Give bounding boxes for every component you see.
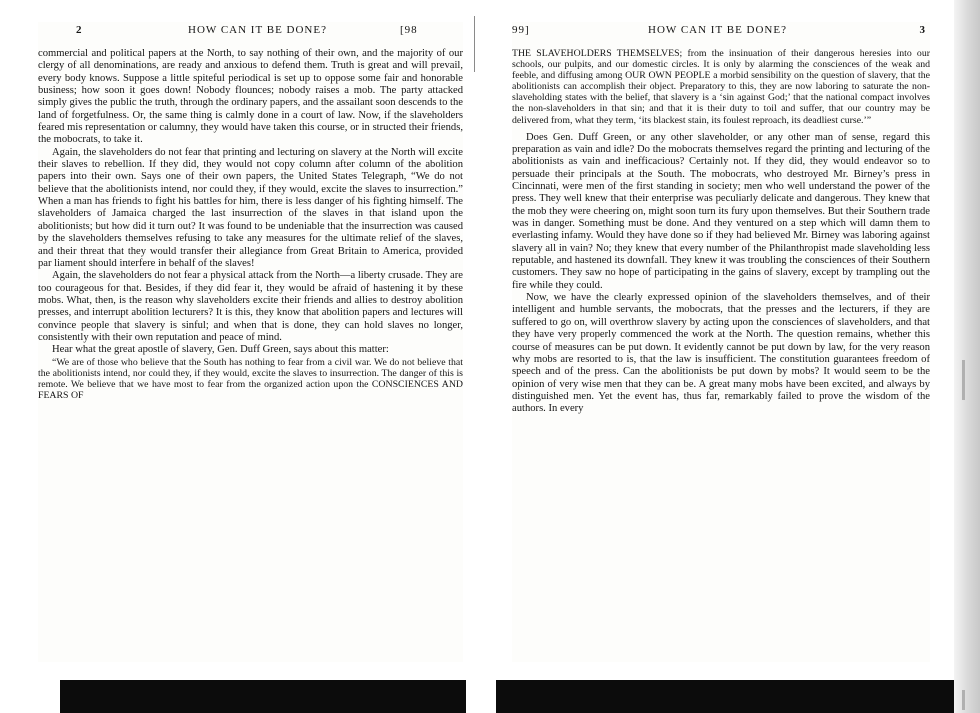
left-page (38, 22, 463, 662)
page-edge-mark (962, 360, 965, 400)
left-page-body (38, 48, 463, 401)
left-paragraph-2: Again, the slaveholders do not fear that printing and lecturing on slavery at the North will excite their slaves to rebellion. If they did, they would not copy column after column of the abolition papers into their own. Says one of their own papers, the United States Telegraph, “We do not believe that the abolitionists intend, nor could they, if they would, excite the slaves to insurrection.” When a man has friends to fight his battles for him, there is less danger of his fighting himself. The slaveholders of Jamaica charged the last insurrection of the slaves in that island upon the abolitionists; but how did it turn out? It was found to be undeniable that the insurrection was caused by the slaveholders themselves refusing to take any measures for the ultimate relief of the slaves, and their threat that they would transfer their allegiance from Great Britain to America, provided par liament should interfere in behalf of the slaves! (38, 146, 463, 269)
left-page-header (38, 22, 463, 40)
right-page-body (512, 48, 930, 416)
page-edge-mark (962, 690, 965, 710)
right-block-quote (512, 48, 930, 126)
right-page (512, 22, 930, 662)
scan-border-right (496, 680, 980, 713)
right-original-page-ref: 99] (512, 24, 530, 36)
left-paragraph-3: Again, the slaveholders do not fear a physical attack from the North—a liberty crusade. They are too courageous for that. Besides, if they did fear it, they would be afraid of hastening it by these mobs. What, then, is the reason why slaveholders excite their friends and allies to destroy abolition presses, and interrupt abolition lecturers? It is this, they know that abolition papers and lectures will convince people that slavery is sinful; and when that is done, they can hold slaves no longer, consistently with their own reputation and peace of mind. (38, 270, 463, 343)
left-paragraph-4: Hear what the great apostle of slavery, Gen. Duff Green, says about this matter: (52, 344, 389, 356)
left-running-head: HOW CAN IT BE DONE? (188, 24, 327, 36)
right-page-header (512, 22, 930, 40)
scan-border-left (60, 680, 466, 713)
right-page-number: 3 (919, 24, 926, 36)
gutter-line (474, 16, 475, 72)
left-quote-text: “We are of those who believe that the South has nothing to fear from a civil war. We do not believe that the abolitionists intend, nor could they, if they would, excite the slaves to insurrection. The danger of this is remote. We believe that we have most to fear from the organized action upon the CONSCIENCES AND FEARS OF (38, 356, 463, 401)
left-page-number: 2 (76, 24, 83, 36)
right-paragraph-2: Now, we have the clearly expressed opinion of the slaveholders themselves, and of their intelligent and humble servants, the mobocrats, that the presses and the lecturers, if they are suffered to go on, will overthrow slavery by acting upon the consciences of slaveholders, and that they have very properly commenced the work at the North. The question remains, whether this course of measures can be put down. It evidently cannot be put down by law, for the very reason why mobs are resorted to is, that the law is insufficient. The constitution guarantees freedom of speech and of the press. Can the abolitionists be put down by mobs? It would seem to be the opinion of very wise men that they can be. A great many mobs have been excited, and always by distinguished men. Yet the event has, thus far, remarkably failed to prove the wisdom of the authors. In every (512, 292, 930, 415)
page-edge-shadow (954, 0, 980, 713)
left-original-page-ref: [98 (400, 24, 418, 36)
left-paragraph-1: commercial and political papers at the North, to say nothing of their own, and the majority of our clergy of all denominations, are ready and anxious to defend them. Truth is great and will prevail, every body knows. Suppose a little spiteful periodical is set up to oppose some fair and honorable business; how soon it goes down! Nobody flounces; nobody raises a mob. The party attacked simply gives the public the truth, through the ordinary papers, and the assailant soon descends to the land of forgetfulness. Or, the same thing is calmly done in a court of law. Now, if the slaveholders feared mis representation or calumny, they would have taken this course, or in structed their friends, the mobocrats, to take it. (38, 48, 463, 146)
left-block-quote (38, 357, 463, 401)
right-paragraph-1: Does Gen. Duff Green, or any other slaveholder, or any other man of sense, regard this preparation as vain and idle? Do the mobocrats themselves regard the printing and lecturing of the abolitionists as vain and inefficacious? Certainly not. If they did, they would endeavor so to persuade their principals at the South. The mobocrats, who destroyed Mr. Birney’s press in Cincinnati, were men of the first standing in society; men who well understand the power of the press. They well knew that their enterprise was peculiarly delicate and dangerous. They knew that the mob they were cheering on, might soon turn its fury upon themselves. But their Southern trade was in danger. Something must be done. And they ventured on a step which will damn them to everlasting infamy. Would they have done so if they had believed Mr. Birney was laboring against slavery all in vain? No; they knew that every number of the Philanthropist made slaveholding less reputable, and hastened its downfall. They knew it was troubling the consciences of their Southern customers. They saw no hope of participating in the gains of slavery, except by trampling out the fire while they could. (512, 131, 930, 291)
right-running-head: HOW CAN IT BE DONE? (648, 24, 787, 36)
right-quote-text: THE SLAVEHOLDERS THEMSELVES; from the insinuation of their dangerous heresies into our schools, our pulpits, and our domestic circles. It is only by alarming the consciences of the weak and feeble, and diffusing among OUR OWN PEOPLE a morbid sensibility on the question of slavery, that the abolitionists can accomplish their object. Preparatory to this, they are now laboring to saturate the non-slaveholding states with the belief, that slavery is a ‘sin against God;’ that the national compact involves the non-slaveholders in that sin; and that it is their duty to toil and suffer, that our country may be delivered from, what they term, ‘its blackest stain, its foulest reproach, its deadliest curse.’” (512, 48, 930, 126)
